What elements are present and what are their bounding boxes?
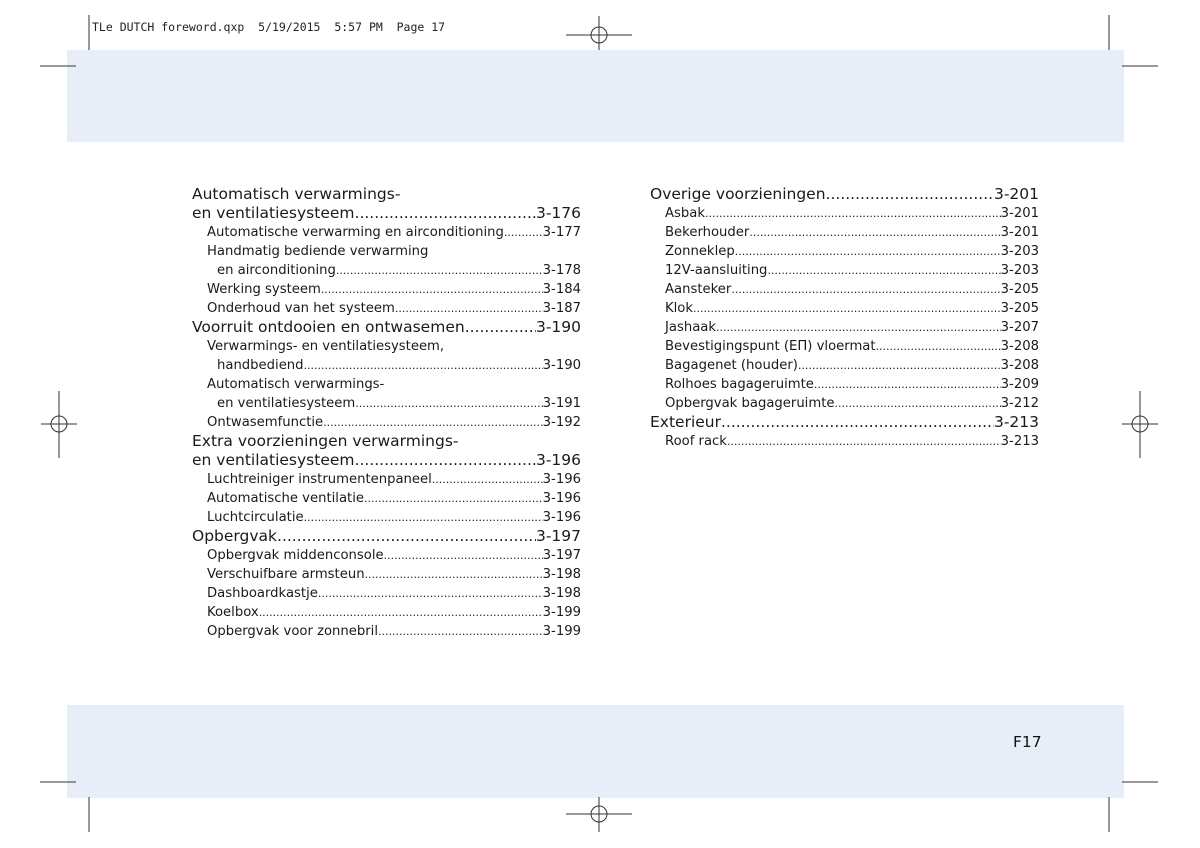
toc-entry[interactable]: [192, 280, 581, 299]
toc-leader-dots: [834, 394, 1000, 413]
toc-entry[interactable]: [650, 394, 1039, 413]
toc-entry[interactable]: [650, 375, 1039, 394]
registration-mark-bottom: [566, 797, 632, 832]
toc-entry[interactable]: [192, 394, 581, 413]
toc-entry-label: Zonneklep: [665, 244, 735, 259]
toc-entry[interactable]: [650, 242, 1039, 261]
toc-leader-dots: [826, 185, 994, 204]
toc-leader-dots: [378, 622, 543, 641]
toc-entry-label: Ontwasemfunctie: [207, 415, 324, 430]
toc-entry[interactable]: [192, 565, 581, 584]
toc-entry[interactable]: [192, 204, 581, 223]
toc-entry-page: 3-199: [542, 624, 581, 639]
toc-entry[interactable]: [192, 413, 581, 432]
toc-entry-label: handbediend: [217, 358, 304, 373]
page-number: F17: [1013, 733, 1042, 751]
toc-entry-label: Verwarmings- en ventilatiesysteem,: [207, 339, 445, 354]
toc-leader-dots: [432, 470, 543, 489]
toc-leader-dots: [504, 223, 543, 242]
toc-entry-label: Extra voorzieningen verwarmings-: [192, 432, 459, 450]
toc-entry[interactable]: [192, 451, 581, 470]
toc-entry-page: 3-196: [542, 510, 581, 525]
toc-entry-page: 3-191: [542, 396, 581, 411]
toc-entry-label: Automatisch verwarmings-: [192, 185, 401, 203]
toc-leader-dots: [465, 318, 536, 337]
toc-entry-label: 12V-aansluiting: [665, 263, 768, 278]
toc-entry-label: Onderhoud van het systeem: [207, 301, 395, 316]
registration-mark-right: [1122, 391, 1158, 458]
toc-entry[interactable]: [650, 413, 1039, 432]
toc-entry-label: en ventilatiesysteem: [192, 204, 355, 222]
toc-entry-label: en airconditioning: [217, 263, 336, 278]
toc-entry[interactable]: [192, 375, 581, 394]
toc-entry-label: Luchtreiniger instrumentenpaneel: [207, 472, 432, 487]
toc-leader-dots: [716, 318, 1001, 337]
toc-entry-page: 3-196: [542, 472, 581, 487]
toc-entry-page: 3-201: [1000, 225, 1039, 240]
toc-entry[interactable]: [650, 337, 1039, 356]
toc-entry-page: 3-199: [542, 605, 581, 620]
toc-entry-page: 3-209: [1000, 377, 1039, 392]
toc-entry-label: Roof rack: [665, 434, 727, 449]
toc-entry[interactable]: [192, 470, 581, 489]
toc-entry-label: Bevestigingspunt (EΠ) vloermat: [665, 339, 876, 354]
toc-entry[interactable]: [192, 508, 581, 527]
toc-entry[interactable]: [192, 584, 581, 603]
toc-entry[interactable]: [650, 356, 1039, 375]
toc-entry[interactable]: [192, 318, 581, 337]
toc-entry-label: Opbergvak voor zonnebril: [207, 624, 379, 639]
toc-leader-dots: [277, 527, 536, 546]
toc-leader-dots: [798, 356, 1001, 375]
toc-entry-label: Opbergvak bagageruimte: [665, 396, 835, 411]
toc-entry-page: 3-196: [542, 491, 581, 506]
toc-leader-dots: [876, 337, 1001, 356]
toc-leader-dots: [395, 299, 543, 318]
toc-entry-page: 3-205: [1000, 301, 1039, 316]
toc-entry[interactable]: [192, 546, 581, 565]
toc-entry-page: 3-207: [1000, 320, 1039, 335]
toc-leader-dots: [721, 413, 994, 432]
toc-entry[interactable]: [192, 527, 581, 546]
toc-entry-page: 3-203: [1000, 244, 1039, 259]
toc-entry[interactable]: [650, 280, 1039, 299]
registration-mark-top: [566, 16, 632, 50]
toc-entry-page: 3-203: [1000, 263, 1039, 278]
toc-entry-page: 3-197: [535, 527, 581, 545]
toc-entry-page: 3-198: [542, 567, 581, 582]
toc-entry[interactable]: [192, 489, 581, 508]
toc-left-column: [192, 185, 581, 641]
toc-leader-dots: [355, 204, 536, 223]
toc-leader-dots: [259, 603, 543, 622]
toc-entry[interactable]: [650, 432, 1039, 451]
toc-entry-page: 3-190: [535, 318, 581, 336]
toc-leader-dots: [364, 489, 543, 508]
toc-entry-page: 3-192: [542, 415, 581, 430]
toc-leader-dots: [355, 394, 542, 413]
toc-leader-dots: [814, 375, 1001, 394]
toc-entry-label: Overige voorzieningen: [650, 185, 826, 203]
toc-leader-dots: [304, 508, 543, 527]
toc-entry-page: 3-176: [535, 204, 581, 222]
toc-entry[interactable]: [192, 432, 581, 451]
toc-entry-page: 3-178: [542, 263, 581, 278]
toc-entry-page: 3-208: [1000, 339, 1039, 354]
toc-leader-dots: [336, 261, 543, 280]
toc-entry[interactable]: [192, 337, 581, 356]
toc-entry-page: 3-197: [542, 548, 581, 563]
toc-entry-page: 3-212: [1000, 396, 1039, 411]
toc-entry-label: Bekerhouder: [665, 225, 750, 240]
toc-entry[interactable]: [650, 204, 1039, 223]
toc-entry[interactable]: [192, 299, 581, 318]
toc-entry-label: Asbak: [665, 206, 705, 221]
toc-entry[interactable]: [192, 622, 581, 641]
toc-entry-page: 3-177: [542, 225, 581, 240]
toc-entry-page: 3-201: [1000, 206, 1039, 221]
toc-entry-label: Luchtcirculatie: [207, 510, 304, 525]
toc-entry[interactable]: [192, 356, 581, 375]
toc-leader-dots: [321, 280, 543, 299]
toc-entry[interactable]: [192, 242, 581, 261]
toc-entry[interactable]: [192, 185, 581, 204]
toc-leader-dots: [693, 299, 1001, 318]
toc-entry[interactable]: [650, 185, 1039, 204]
toc-entry-page: 3-205: [1000, 282, 1039, 297]
registration-mark-left: [41, 391, 77, 458]
toc-entry-page: 3-198: [542, 586, 581, 601]
toc-entry-label: Handmatig bediende verwarming: [207, 244, 429, 259]
toc-leader-dots: [323, 413, 543, 432]
toc-entry[interactable]: [192, 223, 581, 242]
toc-entry[interactable]: [650, 223, 1039, 242]
toc-entry[interactable]: [650, 261, 1039, 280]
toc-entry-page: 3-196: [535, 451, 581, 469]
toc-entry[interactable]: [650, 299, 1039, 318]
toc-entry-label: Dashboardkastje: [207, 586, 318, 601]
toc-entry-page: 3-213: [993, 413, 1039, 431]
toc-entry-label: Verschuifbare armsteun: [207, 567, 365, 582]
toc-leader-dots: [767, 261, 1000, 280]
toc-leader-dots: [384, 546, 543, 565]
toc-entry[interactable]: [192, 261, 581, 280]
toc-entry-label: Opbergvak: [192, 527, 278, 545]
toc-entry-label: Werking systeem: [207, 282, 321, 297]
toc-entry-label: Automatische ventilatie: [207, 491, 364, 506]
toc-entry-page: 3-190: [542, 358, 581, 373]
toc-entry[interactable]: [650, 318, 1039, 337]
toc-leader-dots: [727, 432, 1001, 451]
toc-entry-label: Aansteker: [665, 282, 732, 297]
toc-entry-page: 3-201: [993, 185, 1039, 203]
toc-entry[interactable]: [192, 603, 581, 622]
toc-entry-page: 3-208: [1000, 358, 1039, 373]
toc-right-column: [650, 185, 1039, 451]
toc-entry-label: Koelbox: [207, 605, 259, 620]
toc-entry-label: Jashaak: [665, 320, 716, 335]
toc-entry-label: en ventilatiesysteem: [192, 451, 355, 469]
toc-entry-label: Rolhoes bagageruimte: [665, 377, 814, 392]
toc-entry-label: Klok: [665, 301, 694, 316]
toc-entry-label: en ventilatiesysteem: [217, 396, 356, 411]
toc-entry-label: Automatische verwarming en airconditioning: [207, 225, 504, 240]
toc-entry-page: 3-213: [1000, 434, 1039, 449]
toc-entry-label: Exterieur: [650, 413, 721, 431]
print-slug: TLe DUTCH foreword.qxp 5/19/2015 5:57 PM Page 17: [92, 20, 446, 34]
toc-leader-dots: [318, 584, 543, 603]
toc-entry-page: 3-184: [542, 282, 581, 297]
toc-leader-dots: [304, 356, 543, 375]
toc-entry-label: Automatisch verwarmings-: [207, 377, 385, 392]
toc-leader-dots: [365, 565, 543, 584]
toc-entry-label: Opbergvak middenconsole: [207, 548, 384, 563]
toc-leader-dots: [705, 204, 1001, 223]
toc-leader-dots: [735, 242, 1001, 261]
toc-entry-label: Voorruit ontdooien en ontwasemen: [192, 318, 465, 336]
toc-leader-dots: [731, 280, 1000, 299]
toc-leader-dots: [355, 451, 536, 470]
toc-entry-label: Bagagenet (houder): [665, 358, 798, 373]
toc-entry-page: 3-187: [542, 301, 581, 316]
toc-leader-dots: [749, 223, 1000, 242]
